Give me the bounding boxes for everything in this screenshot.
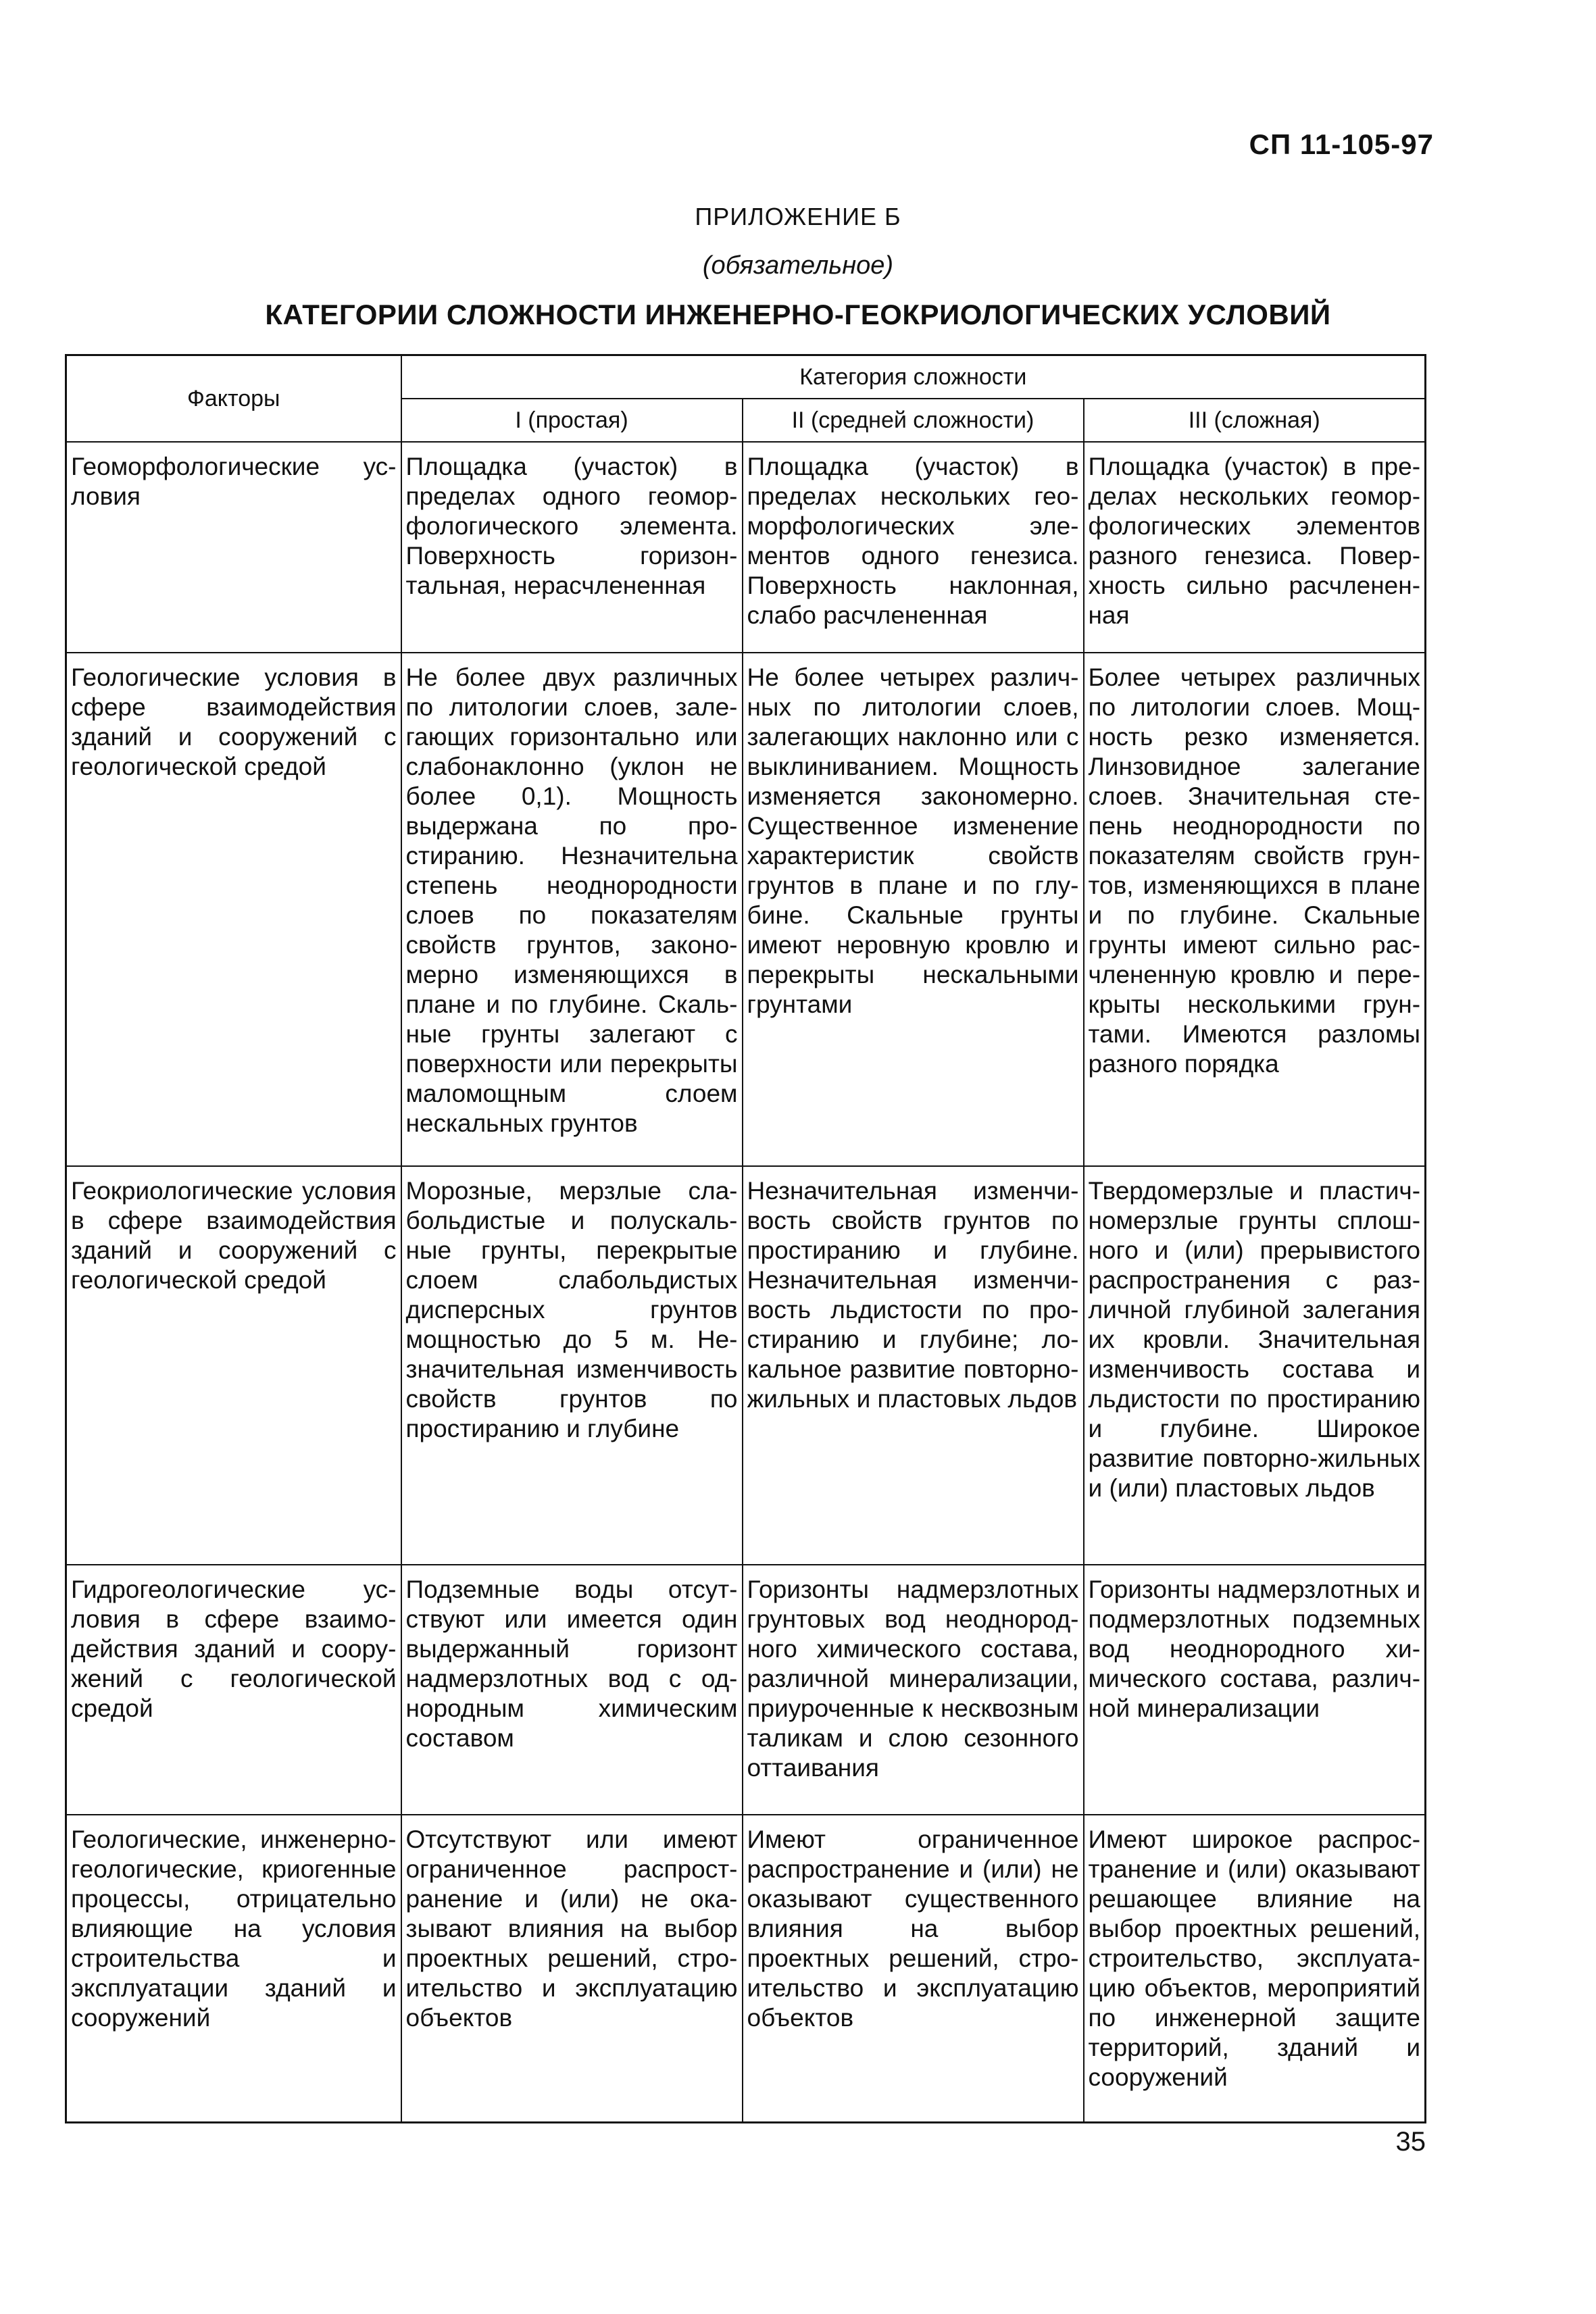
category-2-cell: Имеют ограниченное распространение и (или) не оказывают существенного влияния на выбор проектных решений, строительство и эксплуатацию объектов — [743, 1815, 1084, 2123]
page-title: КАТЕГОРИИ СЛОЖНОСТИ ИНЖЕНЕРНО-ГЕОКРИОЛОГИЧЕСКИХ УСЛОВИЙ — [265, 299, 1331, 330]
factor-cell: Геологические, инженерно-геологические, криогенные процессы, отрицательно влияющие на условия строительства и эксплуатации зданий и сооружений — [66, 1815, 401, 2123]
column-header-complex: III (сложная) — [1084, 399, 1426, 442]
category-1-cell: Подземные воды отсутствуют или имеется один выдержанный горизонт надмерзлотных вод с однородным химическим составом — [401, 1565, 743, 1815]
page-number: 35 — [1395, 2127, 1426, 2157]
category-2-cell: Незначительная изменчивость свойств грунтов по простиранию и глубине. Незначительная изменчивость льдистости по простиранию и глубине; локальное развитие повторно-жильных и пластовых льдов — [743, 1166, 1084, 1565]
category-3-cell: Более четырех различных по литологии слоев. Мощность резко изменяется. Линзовидное залегание слоев. Значительная степень неоднородности по показателям свойств грунтов, изменяющихся в плане и по глубине. Скальные грунты имеют сильно расчлененную кровлю и перекрыты несколькими грунтами. Имеются разломы разного порядка — [1084, 653, 1426, 1166]
factors-header: Факторы — [66, 355, 401, 443]
table-row — [66, 1815, 1426, 2123]
complexity-table — [65, 354, 1426, 2123]
category-1-cell: Морозные, мерзлые слабольдистые и полускальные грунты, перекрытые слоем слабольдистых дисперсных грунтов мощностью до 5 м. Незначительная изменчивость свойств грунтов по простиранию и глубине — [401, 1166, 743, 1565]
appendix-status: (обязательное) — [702, 251, 894, 280]
category-3-cell: Горизонты надмерзлотных и подмерзлотных подземных вод неоднородного химического состава, различной минерализации — [1084, 1565, 1426, 1815]
category-3-cell: Имеют широкое распространение и (или) оказывают решающее влияние на выбор проектных решений, строительство, эксплуатацию объектов, мероприятий по инженерной защите территорий, зданий и сооружений — [1084, 1815, 1426, 2123]
table-row — [66, 442, 1426, 653]
category-2-cell: Не более четырех различных по литологии слоев, залегающих наклонно или с выклиниванием. Мощность изменяется закономерно. Существенное изменение характеристик свойств грунтов в плане и по глубине. Скальные грунты имеют неровную кровлю и перекрыты нескальными грунтами — [743, 653, 1084, 1166]
column-header-simple: I (простая) — [401, 399, 743, 442]
category-1-cell: Отсутствуют или имеют ограниченное распространение и (или) не оказывают влияния на выбор проектных решений, строительство и эксплуатацию объектов — [401, 1815, 743, 2123]
factor-cell: Геоморфологические условия — [66, 442, 401, 653]
category-2-cell: Горизонты надмерзлотных грунтовых вод неоднородного химического состава, различной минерализации, приуроченные к несквозным таликам и слою сезонного оттаивания — [743, 1565, 1084, 1815]
category-1-cell: Площадка (участок) в пределах одного геоморфологического элемента. Поверхность горизонтальная, нерасчлененная — [401, 442, 743, 653]
table-row — [66, 653, 1426, 1166]
factor-cell: Геологические условия в сфере взаимодействия зданий и сооружений с геологической средой — [66, 653, 401, 1166]
category-2-cell: Площадка (участок) в пределах нескольких геоморфологических элементов одного генезиса. Поверхность наклонная, слабо расчлененная — [743, 442, 1084, 653]
document-code: СП 11-105-97 — [1249, 128, 1434, 160]
table-row — [66, 1565, 1426, 1815]
category-header: Категория сложности — [401, 355, 1426, 399]
table-row — [66, 1166, 1426, 1565]
category-3-cell: Площадка (участок) в пределах нескольких геоморфологических элементов разного генезиса. Поверхность сильно расчлененная — [1084, 442, 1426, 653]
column-header-medium: II (средней сложности) — [743, 399, 1084, 442]
category-1-cell: Не более двух различных по литологии слоев, залегающих горизонтально или слабонаклонно (уклон не более 0,1). Мощность выдержана по простиранию. Незначительна степень неоднородности слоев по показателям свойств грунтов, закономерно изменяющихся в плане и по глубине. Скальные грунты залегают с поверхности или перекрыты маломощным слоем нескальных грунтов — [401, 653, 743, 1166]
category-3-cell: Твердомерзлые и пластичномерзлые грунты сплошного и (или) прерывистого распространения с различной глубиной залегания их кровли. Значительная изменчивость состава и льдистости по простиранию и глубине. Широкое развитие повторно-жильных и (или) пластовых льдов — [1084, 1166, 1426, 1565]
appendix-label: ПРИЛОЖЕНИЕ Б — [695, 203, 901, 230]
factor-cell: Геокриологические условия в сфере взаимодействия зданий и сооружений с геологической средой — [66, 1166, 401, 1565]
factor-cell: Гидрогеологические условия в сфере взаимодействия зданий и сооружений с геологической средой — [66, 1565, 401, 1815]
